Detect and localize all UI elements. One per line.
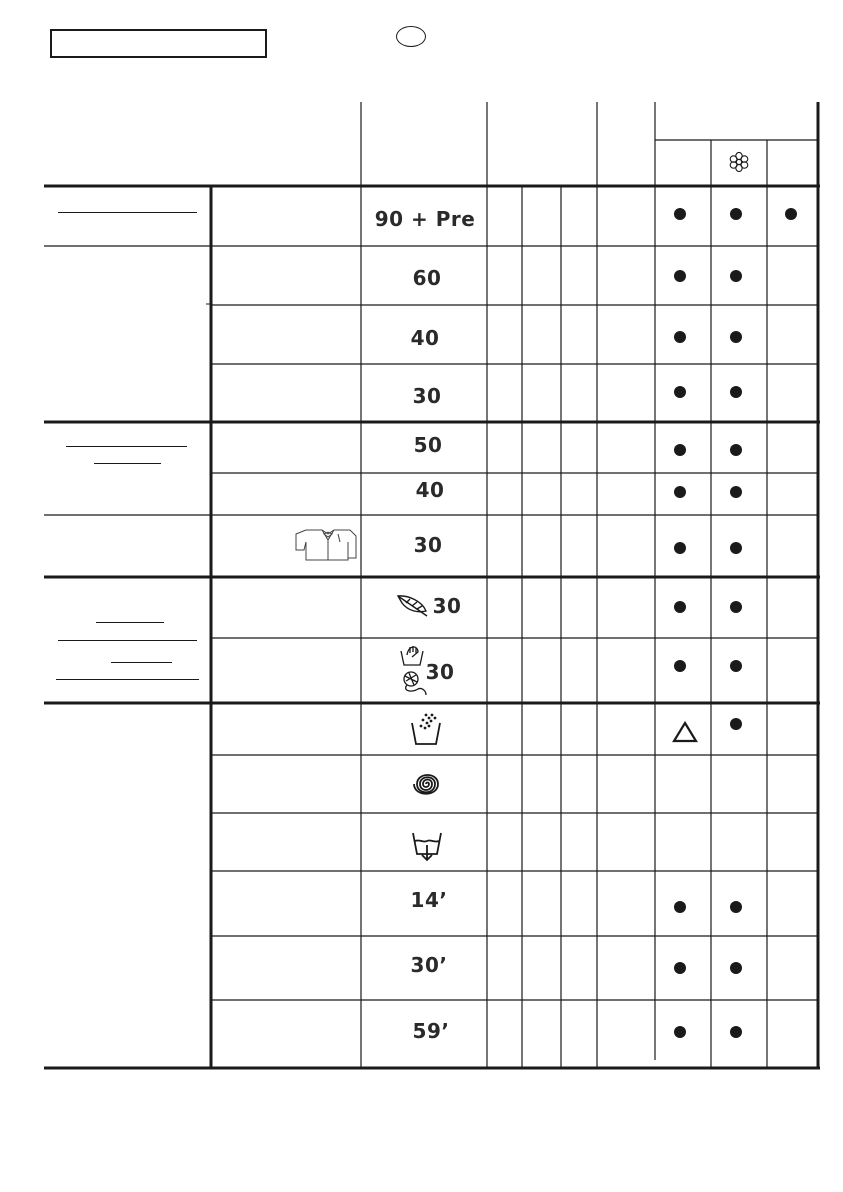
compatibility-dot <box>674 270 686 282</box>
rinse-icon <box>409 711 443 747</box>
compatibility-dot <box>730 542 742 554</box>
compatibility-dot <box>730 208 742 220</box>
row-14-label: 30’ <box>410 953 448 977</box>
group-4-underline-c <box>111 662 172 663</box>
compatibility-dot <box>730 660 742 672</box>
group-1-underline <box>58 212 197 213</box>
group-4-underline-d <box>56 679 199 680</box>
compatibility-dot <box>730 486 742 498</box>
compatibility-dot <box>730 386 742 398</box>
row-7-label: 30 <box>413 533 443 557</box>
compatibility-dot <box>730 718 742 730</box>
compatibility-dot <box>730 444 742 456</box>
compatibility-dot <box>674 542 686 554</box>
handwash-wool-icon <box>398 643 428 699</box>
row-1-label: 90 + Pre <box>374 207 476 231</box>
compatibility-dot <box>730 601 742 613</box>
row-9-label: 30 <box>425 660 455 684</box>
compatibility-dot <box>674 1026 686 1038</box>
compatibility-dot <box>674 386 686 398</box>
compatibility-dot <box>674 660 686 672</box>
row-4-label: 30 <box>412 384 442 408</box>
row-13-label: 14’ <box>410 888 448 912</box>
compatibility-dot <box>730 331 742 343</box>
group-2-underline-b <box>94 463 161 464</box>
spin-icon <box>409 767 443 801</box>
compatibility-dot <box>730 901 742 913</box>
drain-icon <box>410 827 444 863</box>
row-3-label: 40 <box>410 326 440 350</box>
compatibility-dot <box>674 444 686 456</box>
row-15-label: 59’ <box>412 1019 450 1043</box>
compatibility-dot <box>674 901 686 913</box>
row-8-label: 30 <box>432 594 462 618</box>
compatibility-dot <box>730 270 742 282</box>
compatibility-dot <box>730 1026 742 1038</box>
group-2-underline-a <box>66 446 187 447</box>
group-4-underline-a <box>96 622 164 623</box>
row-5-label: 50 <box>413 433 443 457</box>
row-2-label: 60 <box>412 266 442 290</box>
compatibility-dot <box>674 601 686 613</box>
compatibility-dot <box>730 962 742 974</box>
row-6-label: 40 <box>415 478 445 502</box>
compatibility-dot <box>674 208 686 220</box>
warning-triangle-icon <box>672 721 698 743</box>
compatibility-dot <box>674 486 686 498</box>
flower-icon <box>728 151 750 173</box>
compatibility-dot <box>785 208 797 220</box>
group-4-underline-b <box>58 640 197 641</box>
compatibility-dot <box>674 331 686 343</box>
shirt-icon <box>294 528 358 562</box>
feather-icon <box>394 593 430 619</box>
compatibility-dot <box>674 962 686 974</box>
